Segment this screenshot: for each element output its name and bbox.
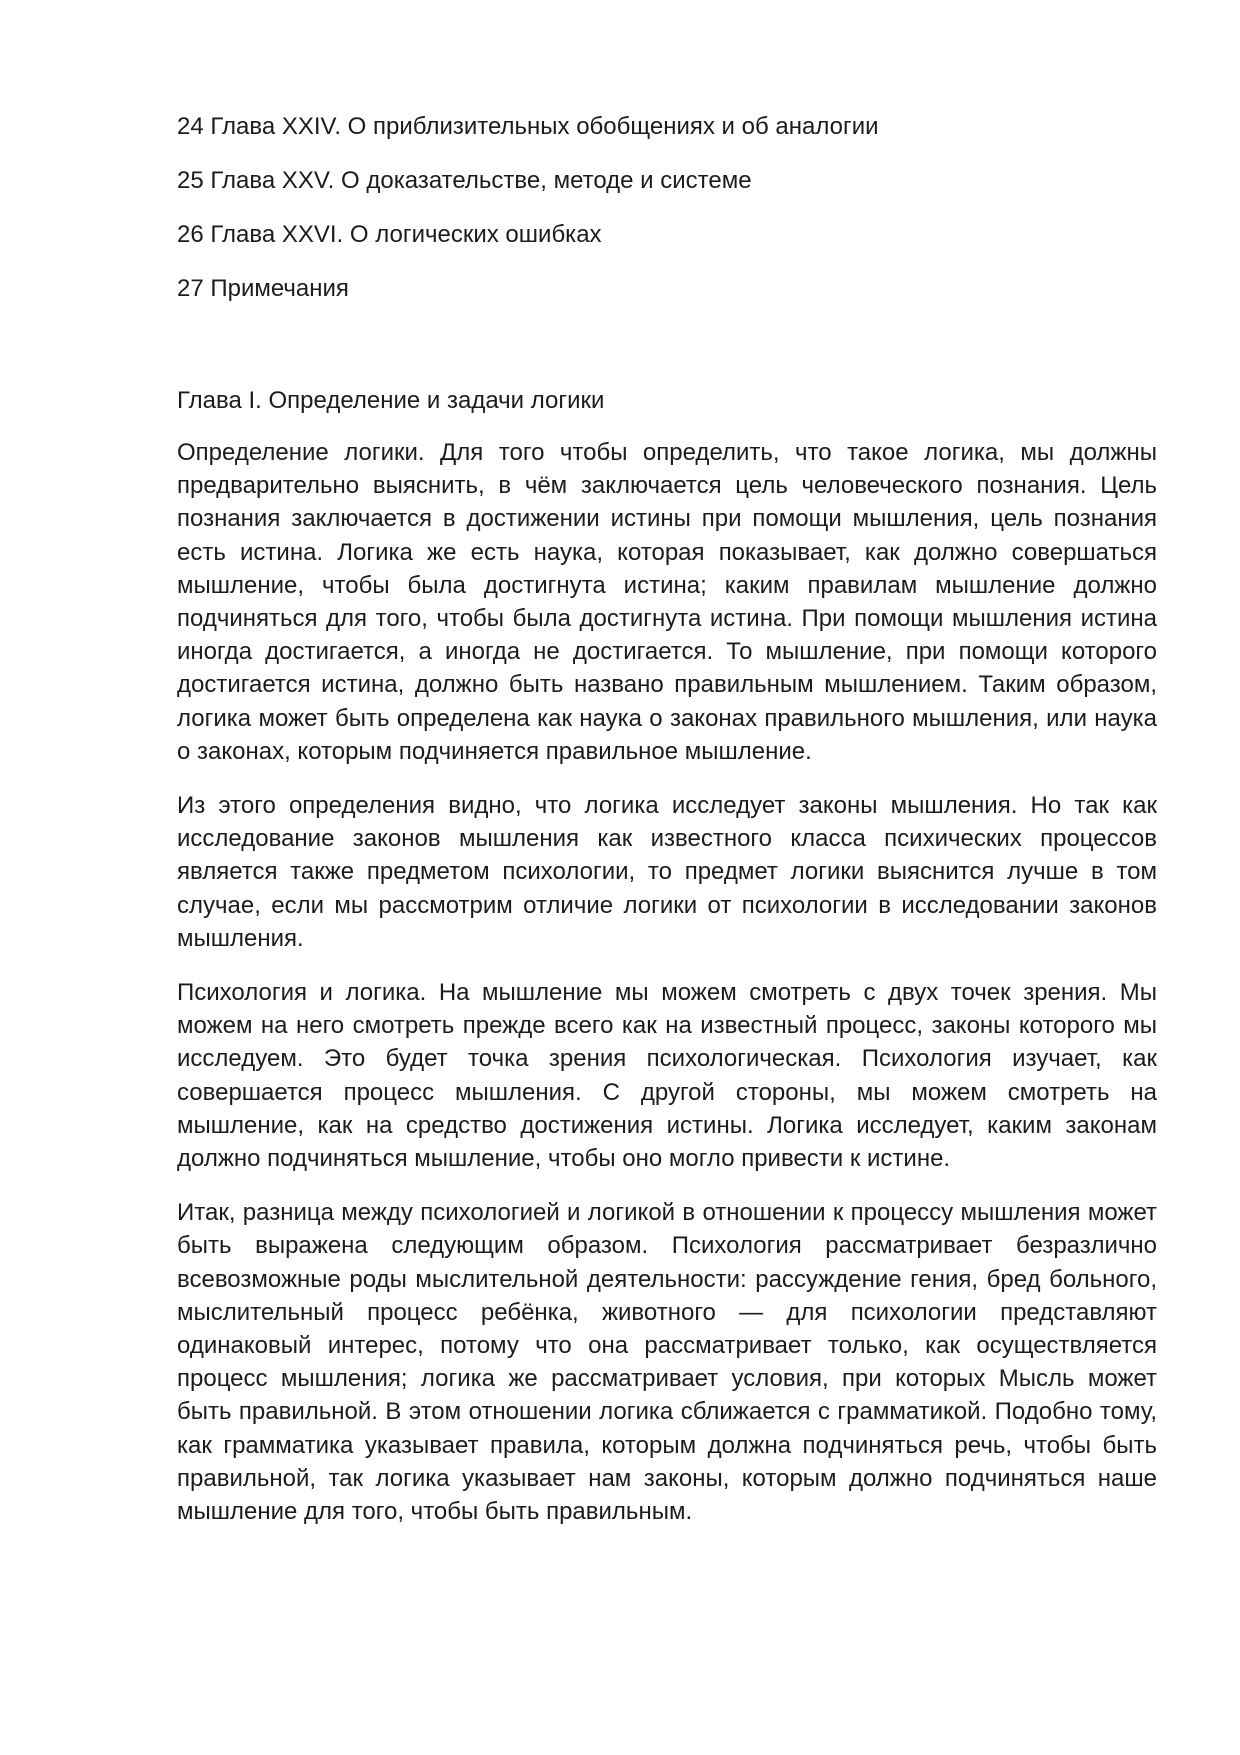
paragraph: Определение логики. Для того чтобы определить, что такое логика, мы должны предварительно выяснить, в чём заключается цель человеческого познания. Цель познания заключается в достижении истины при помощи мышления, цель познания есть истина. Логика же есть наука, которая показывает, как должно совершаться мышление, чтобы была достигнута истина; каким правилам мышление должно подчиняться для того, чтобы была достигнута истина. При помощи мышления истина иногда достигается, а иногда не достигается. То мышление, при помощи которого достигается истина, должно быть названо правильным мышлением. Таким образом, логика может быть определена как наука о законах правильного мышления, или наука о законах, которым подчиняется правильное мышление. (177, 439, 1157, 765)
table-of-contents (177, 112, 1157, 304)
toc-item: 27 Примечания (177, 275, 349, 302)
toc-item: 26 Глава XXVI. О логических ошибках (177, 221, 602, 248)
document-page (177, 112, 1157, 1549)
paragraph: Итак, разница между психологией и логикой в отношении к процессу мышления может быть выражена следующим образом. Психология рассматривает безразлично всевозможные роды мыслительной деятельности: рассуждение гения, бред больного, мыслительный процесс ребёнка, животного — для психологии представляют одинаковый интерес, потому что она рассматривает только, как осуществляется процесс мышления; логика же рассматривает условия, при которых Мысль может быть правильной. В этом отношении логика сближается с грамматикой. Подобно тому, как грамматика указывает правила, которым должна подчиняться речь, чтобы быть правильной, так логика указывает нам законы, которым должно подчиняться наше мышление для того, чтобы быть правильным. (177, 1199, 1157, 1526)
toc-item: 25 Глава XXV. О доказательстве, методе и системе (177, 167, 752, 194)
chapter-title: Глава I. Определение и задачи логики (177, 387, 605, 414)
toc-item: 24 Глава XXIV. О приблизительных обобщениях и об аналогии (177, 113, 879, 140)
chapter-body (177, 436, 1157, 1528)
paragraph: Из этого определения видно, что логика исследует законы мышления. Но так как исследование законов мышления как известного класса психических процессов является также предметом психологии, то предмет логики выяснится лучше в том случае, если мы рассмотрим отличие логики от психологии в исследовании законов мышления. (177, 792, 1157, 952)
paragraph: Психология и логика. На мышление мы можем смотреть с двух точек зрения. Мы можем на него смотреть прежде всего как на известный процесс, законы которого мы исследуем. Это будет точка зрения психологическая. Психология изучает, как совершается процесс мышления. С другой стороны, мы можем смотреть на мышление, как на средство достижения истины. Логика исследует, каким законам должно подчиняться мышление, чтобы оно могло привести к истине. (177, 979, 1157, 1173)
